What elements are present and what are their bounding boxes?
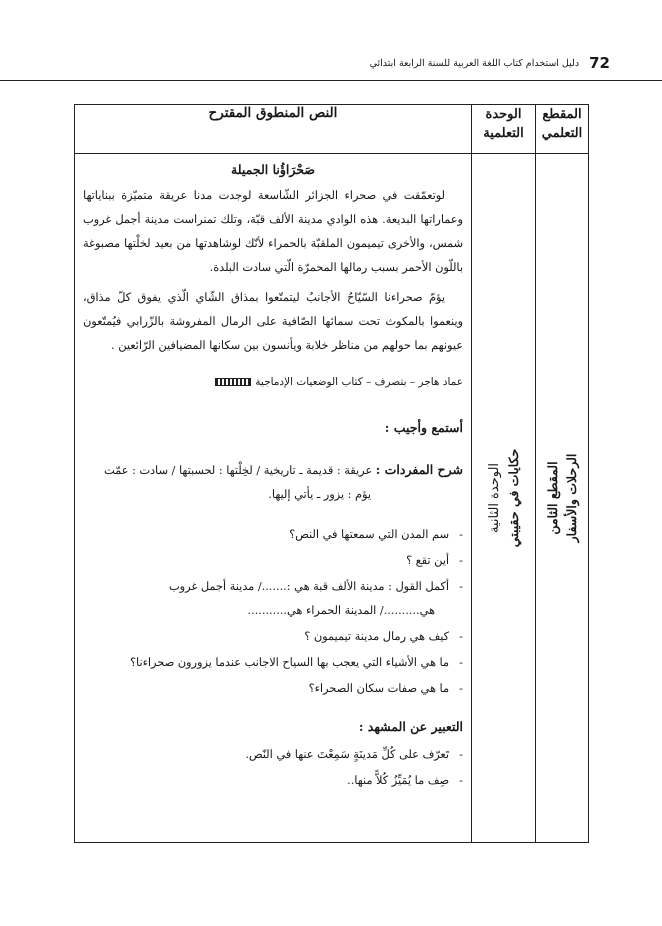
question-item: - أين تقع ؟ <box>83 549 463 573</box>
page-number: 72 <box>589 54 610 72</box>
story-source: عماد هاجر – بتصرف – كتاب الوضعيات الإدماجية <box>83 370 463 394</box>
express-list <box>83 743 463 793</box>
unit-vertical-text: الوحدة الثانية حكايات في حقيبتي <box>486 448 521 548</box>
story-paragraph-2: يؤمّ صحراءنا السّيّاحُ الأجانبُ ليتمتّعوا بمذاق الشّاي الّذي يفوق كلّ مذاق، وينعموا بالمكوث تحت سمائها الصّافية على الرمال المفروشة بالزّرابي فيُمتّعون عيونهم بما حولهم من مناظر خلابة ويأنسون بين سكانها المضيافين الرّائعين . <box>83 291 463 352</box>
header-section: المقطع التعلمي <box>536 105 589 154</box>
express-item: - تَعرّف على كُلِّ مَدينَةٍ سَمِعْتَ عنها في النّص. <box>83 743 463 767</box>
text-cell <box>75 154 472 843</box>
listen-heading: أستمع وأجيب : <box>384 420 463 435</box>
table-body-row <box>75 154 589 843</box>
lesson-table <box>74 104 589 843</box>
vocab-label: شرح المفردات : <box>375 462 463 477</box>
question-item: - أكمل القول : مدينة الألف قبة هي :......./ مدينة أجمل غروب هي........../ المدينة الحمراء هي........... <box>83 575 463 623</box>
question-item: - ما هي الأشياء التي يعجب بها السياح الاجانب عندما يزورون صحراءنا؟ <box>83 651 463 675</box>
vocab-block <box>83 458 463 507</box>
express-heading: التعبير عن المشهد : <box>358 719 463 734</box>
question-item: - كيف هي رمال مدينة تيميمون ؟ <box>83 625 463 649</box>
header-text: النص المنطوق المقترح <box>75 105 472 154</box>
unit-cell <box>472 154 536 843</box>
header-divider <box>0 80 662 81</box>
questions-list <box>83 523 463 701</box>
source-ornament <box>215 378 251 386</box>
vocab-line-2: يؤم : يزور ـ يأتي إليها. <box>268 488 371 501</box>
express-item: - صِف ما يُمَيِّزُ كُلاًّ منها.. <box>83 769 463 793</box>
fill-continuation: هي........../ المدينة الحمراء هي........... <box>247 604 435 617</box>
header-title: دليل استخدام كتاب اللغة العربية للسنة الرابعة ابتدائي <box>369 57 580 69</box>
story-title: صَحْرَاؤُنا الجميلة <box>231 162 315 177</box>
question-item: - سم المدن التي سمعتها في النص؟ <box>83 523 463 547</box>
header-unit: الوحدة التعلمية <box>472 105 536 154</box>
section-vertical-text: المقطع الثامن الرحلات والأسفار <box>545 453 579 543</box>
vocab-line-1: عريقة : قديمة ـ تاريخية / لخِلْتها : لحسبتها / سادت : عمّت <box>104 464 373 477</box>
page-header <box>370 52 610 74</box>
story-paragraph-1: لوتعمّقت في صحراء الجزائر الشّاسعة لوجدت مدنا عريقة متميّزة ببناياتها وعماراتها البديعة. هذه الوادي مدينة الألف قبّة، وتلك تمنراست مدينة أجمل غروب شمس، والأخرى تيميمون الملقبّة بالحمراء لأنّك لوشاهدتها من بعيد لخلْتها مصبوغة باللّون الأحمر بسبب رمالها المحمرّة الّتي سادت البلدة. <box>83 189 463 274</box>
table-header-row <box>75 105 589 154</box>
section-cell <box>536 154 589 843</box>
question-item: - ما هي صفات سكان الصحراء؟ <box>83 677 463 701</box>
